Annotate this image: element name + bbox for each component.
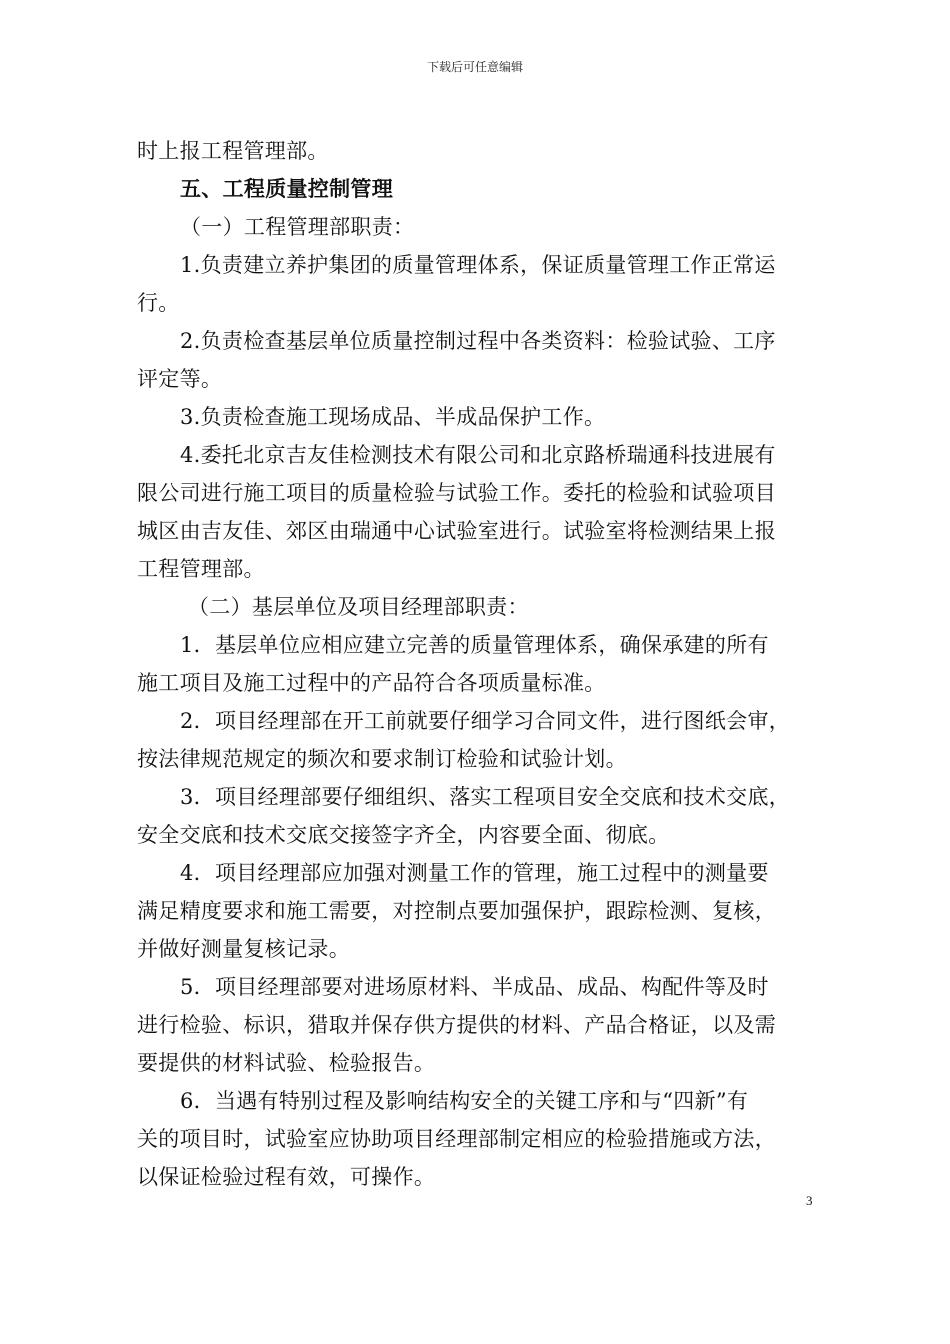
text-line: 3.负责检查施工现场成品、半成品保护工作。 bbox=[180, 405, 606, 429]
page-header-note: 下载后可任意编辑 bbox=[426, 60, 523, 74]
text-line: 评定等。 bbox=[137, 367, 223, 391]
section-heading: 五、工程质量控制管理 bbox=[180, 176, 393, 201]
text-line: 并做好测量复核记录。 bbox=[137, 937, 350, 961]
text-line: 2．项目经理部在开工前就要仔细学习合同文件，进行图纸会审， bbox=[180, 709, 791, 733]
text-line: 安全交底和技术交底交接签字齐全，内容要全面、彻底。 bbox=[137, 823, 670, 847]
page-number: 3 bbox=[806, 1193, 813, 1208]
text-line: 6．当遇有特别过程及影响结构安全的关键工序和与“四新”有 bbox=[180, 1089, 749, 1113]
text-line: 4.委托北京吉友佳检测技术有限公司和北京路桥瑞通科技进展有 bbox=[180, 443, 776, 467]
text-line: 施工项目及施工过程中的产品符合各项质量标准。 bbox=[137, 671, 606, 695]
text-line: 按法律规范规定的频次和要求制订检验和试验计划。 bbox=[137, 747, 627, 771]
text-line: 时上报工程管理部。 bbox=[137, 139, 329, 163]
text-line: 限公司进行施工项目的质量检验与试验工作。委托的检验和试验项目 bbox=[137, 481, 776, 505]
text-line: 行。 bbox=[137, 291, 180, 315]
text-line: 5．项目经理部要对进场原材料、半成品、成品、构配件等及时 bbox=[180, 975, 769, 999]
text-line: 1．基层单位应相应建立完善的质量管理体系，确保承建的所有 bbox=[180, 633, 769, 657]
text-line: 进行检验、标识，猎取并保存供方提供的材料、产品合格证，以及需 bbox=[137, 1013, 776, 1037]
text-line: 关的项目时，试验室应协助项目经理部制定相应的检验措施或方法， bbox=[137, 1127, 776, 1151]
subsection-heading: （二）基层单位及项目经理部职责： bbox=[188, 595, 529, 619]
text-line: 满足精度要求和施工需要，对控制点要加强保护，跟踪检测、复核， bbox=[137, 899, 776, 923]
text-line: 以保证检验过程有效，可操作。 bbox=[137, 1165, 436, 1189]
text-line: 工程管理部。 bbox=[137, 557, 265, 581]
text-line: 城区由吉友佳、郊区由瑞通中心试验室进行。试验室将检测结果上报 bbox=[137, 519, 776, 543]
text-line: 1.负责建立养护集团的质量管理体系，保证质量管理工作正常运 bbox=[180, 253, 776, 277]
text-line: 要提供的材料试验、检验报告。 bbox=[137, 1051, 436, 1075]
text-line: 2.负责检查基层单位质量控制过程中各类资料：检验试验、工序 bbox=[180, 329, 776, 353]
subsection-heading: （一）工程管理部职责： bbox=[180, 215, 415, 239]
text-line: 3．项目经理部要仔细组织、落实工程项目安全交底和技术交底， bbox=[180, 785, 791, 809]
text-line: 4．项目经理部应加强对测量工作的管理，施工过程中的测量要 bbox=[180, 861, 769, 885]
